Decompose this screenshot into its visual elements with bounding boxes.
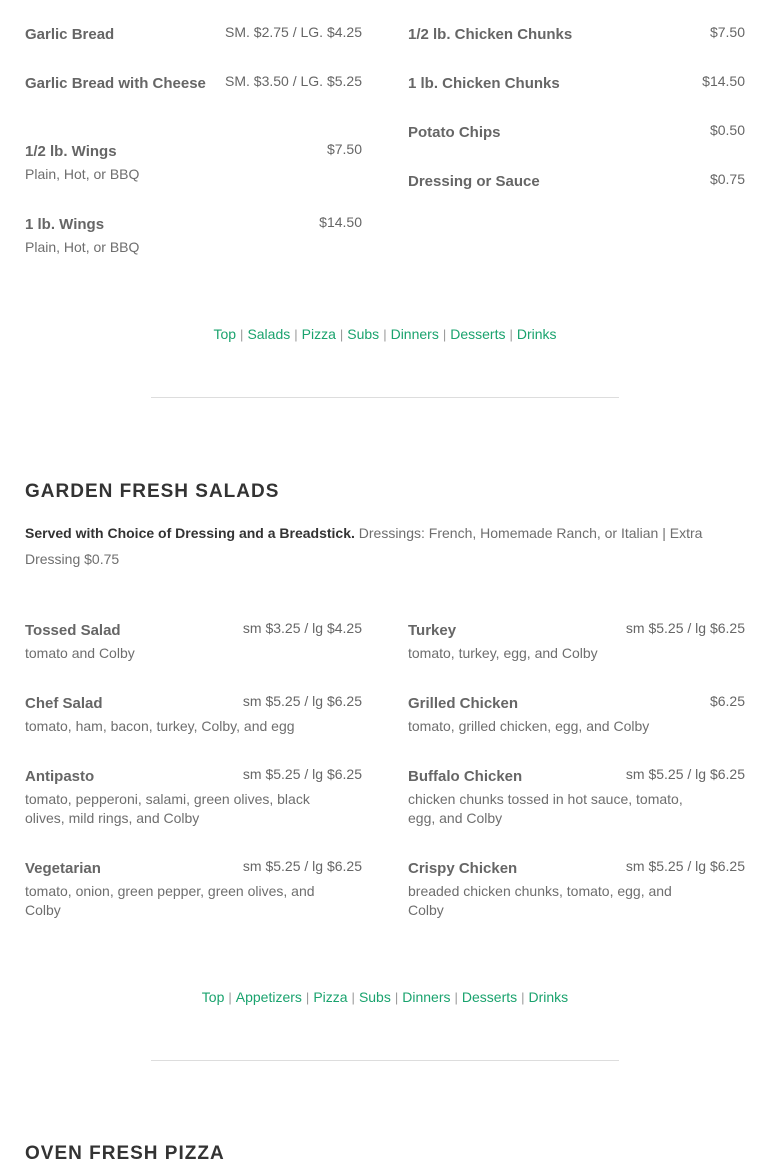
item-description: Plain, Hot, or BBQ: [25, 239, 140, 255]
item-name: Garlic Bread with Cheese: [25, 75, 206, 92]
intro-text: Dressings: French, Homemade Ranch, or Italian | Extra Dressing $0.75: [25, 525, 703, 567]
menu-item: [408, 621, 745, 694]
item-name: Buffalo Chicken: [408, 768, 523, 785]
menu-item: [408, 74, 745, 123]
menu-item: [25, 859, 362, 919]
item-price: SM. $2.75 / LG. $4.25: [225, 24, 362, 40]
menu-item: [25, 767, 362, 859]
nav-link-dinners[interactable]: Dinners: [390, 326, 439, 342]
nav-link-appetizers[interactable]: Appetizers: [235, 989, 302, 1005]
item-description: tomato, onion, green pepper, green olives, and Colby: [25, 883, 315, 918]
menu-item: [25, 694, 362, 767]
nav-link-dinners[interactable]: Dinners: [402, 989, 451, 1005]
nav-link-pizza[interactable]: Pizza: [301, 326, 336, 342]
item-name: Vegetarian: [25, 860, 101, 877]
item-name: Garlic Bread: [25, 26, 115, 43]
item-description: breaded chicken chunks, tomato, egg, and Colby: [408, 883, 672, 918]
item-description: tomato and Colby: [25, 645, 135, 661]
nav-link-salads[interactable]: Salads: [247, 326, 291, 342]
item-name: Potato Chips: [408, 124, 501, 141]
item-price: sm $5.25 / lg $6.25: [625, 620, 745, 636]
item-name: Turkey: [408, 622, 457, 639]
item-price: $0.50: [709, 122, 745, 138]
menu-item: [408, 25, 745, 74]
item-price: $6.25: [709, 693, 745, 709]
menu-item: [408, 859, 745, 919]
item-price: sm $5.25 / lg $6.25: [625, 766, 745, 782]
nav-link-drinks[interactable]: Drinks: [516, 326, 557, 342]
salads-grid: [25, 621, 745, 919]
section-nav: Top | Appetizers | Pizza | Subs | Dinners | Desserts | Drinks: [201, 989, 569, 1005]
item-price: sm $5.25 / lg $6.25: [242, 766, 362, 782]
menu-item: [25, 621, 362, 694]
section-intro: [25, 520, 747, 572]
section-divider: [151, 397, 619, 398]
salads-left-column: [25, 621, 362, 919]
item-name: 1/2 lb. Wings: [25, 143, 117, 160]
item-price: sm $5.25 / lg $6.25: [625, 858, 745, 874]
menu-item: [408, 694, 745, 767]
appetizers-left-column: [25, 25, 362, 265]
nav-link-drinks[interactable]: Drinks: [528, 989, 569, 1005]
item-price: SM. $3.50 / LG. $5.25: [225, 73, 362, 89]
salads-right-column: [408, 621, 745, 919]
nav-link-top[interactable]: Top: [201, 989, 225, 1005]
item-description: chicken chunks tossed in hot sauce, tomato, egg, and Colby: [408, 791, 683, 826]
section-divider: [151, 1060, 619, 1061]
item-name: Dressing or Sauce: [408, 173, 540, 190]
nav-link-top[interactable]: Top: [213, 326, 237, 342]
item-price: $14.50: [319, 214, 362, 230]
item-price: $14.50: [702, 73, 745, 89]
section-title: OVEN FRESH PIZZA: [25, 1143, 225, 1164]
appetizers-grid: [25, 25, 745, 265]
item-name: 1/2 lb. Chicken Chunks: [408, 26, 573, 43]
item-description: tomato, grilled chicken, egg, and Colby: [408, 718, 650, 734]
item-description: Plain, Hot, or BBQ: [25, 166, 140, 182]
intro-bold: Served with Choice of Dressing and a Breadstick.: [25, 525, 355, 541]
item-description: tomato, pepperoni, salami, green olives, black olives, mild rings, and Colby: [25, 791, 310, 826]
menu-item: [408, 172, 745, 221]
menu-item: [25, 215, 362, 265]
menu-item: [25, 74, 362, 142]
item-name: 1 lb. Wings: [25, 216, 105, 233]
section-nav: Top | Salads | Pizza | Subs | Dinners | Desserts | Drinks: [213, 326, 557, 342]
item-description: tomato, turkey, egg, and Colby: [408, 645, 598, 661]
menu-item: [408, 123, 745, 172]
menu-item: [408, 767, 745, 859]
item-price: $7.50: [709, 24, 745, 40]
item-price: sm $5.25 / lg $6.25: [242, 858, 362, 874]
item-name: Grilled Chicken: [408, 695, 519, 712]
item-name: 1 lb. Chicken Chunks: [408, 75, 560, 92]
item-name: Tossed Salad: [25, 622, 121, 639]
item-name: Antipasto: [25, 768, 95, 785]
appetizers-right-column: [408, 25, 745, 265]
nav-link-subs[interactable]: Subs: [358, 989, 391, 1005]
section-title: GARDEN FRESH SALADS: [25, 481, 280, 502]
menu-item: [25, 142, 362, 215]
nav-link-subs[interactable]: Subs: [347, 326, 380, 342]
item-description: tomato, ham, bacon, turkey, Colby, and egg: [25, 718, 295, 734]
item-name: Chef Salad: [25, 695, 103, 712]
nav-link-pizza[interactable]: Pizza: [313, 989, 348, 1005]
item-price: sm $3.25 / lg $4.25: [242, 620, 362, 636]
menu-item: [25, 25, 362, 74]
nav-link-desserts[interactable]: Desserts: [450, 326, 506, 342]
item-name: Crispy Chicken: [408, 860, 518, 877]
nav-link-desserts[interactable]: Desserts: [461, 989, 518, 1005]
item-price: sm $5.25 / lg $6.25: [242, 693, 362, 709]
item-price: $7.50: [326, 141, 362, 157]
item-price: $0.75: [709, 171, 745, 187]
